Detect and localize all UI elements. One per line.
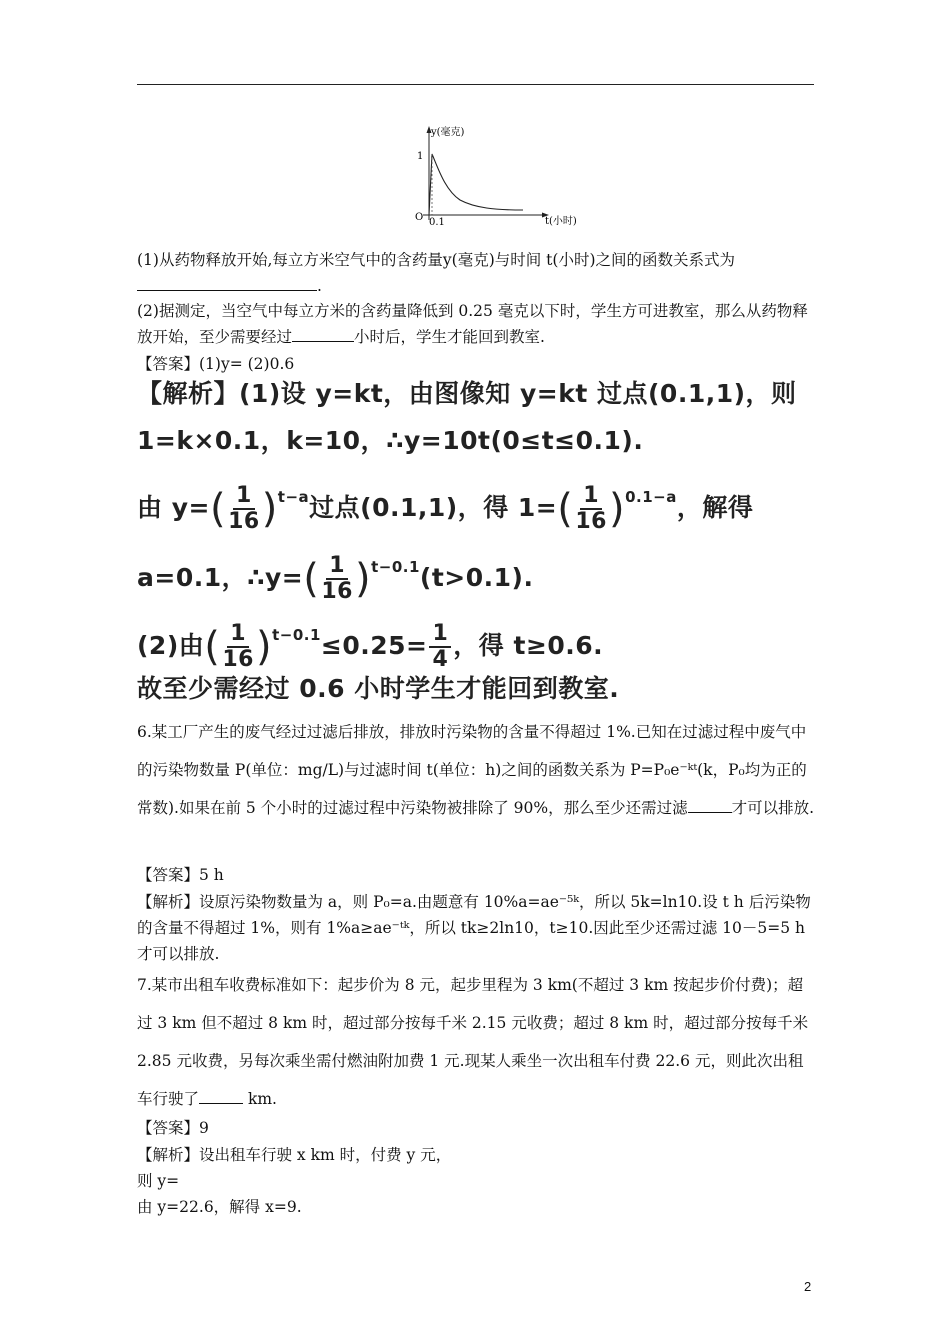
q6-analysis: 【解析】设原污染物数量为 a，则 P₀=a.由题意有 10%a=ae⁻⁵ᵏ，所以 5k=ln10.设 t h 后污染物的含量不得超过 1%，则有 1%a≥ae⁻ᵗᵏ，所以 tk≥2ln10，t≥10.因此至少还需过滤 10－5=5 h 才可以排放. [137,893,811,963]
q7-question: 7.某市出租车收费标准如下：起步价为 8 元，起步里程为 3 km(不超过 3 km 按起步价付费)；超过 3 km 但不超过 8 km 时，超过部分按每千米 2.15 元收费；超过 8 km 时，超过部分按每千米 2.85 元收费，另每次乘坐需付燃油附加费 1 元.现某人乘坐一次出租车付费 22.6 元，则此次出租车行驶了 km. [137,976,809,1108]
q5-analysis-line6: 故至少需经过 0.6 小时学生才能回到教室. [137,674,620,703]
drug-concentration-graph [405,120,595,230]
q5-analysis-line5: (2)由( $\frac{1}{16}$ )$^{t-0.1}$≤0.25= $\frac{1}{4}$ ，得 t≥0.6. [137,621,604,672]
fraction-1-16: $\frac{1}{16}$ [575,483,607,534]
q5-part2: (2)据测定，当空气中每立方米的含药量降低到 0.25 毫克以下时，学生方可进教室，那么从药物释放开始，至少需要经过 小时后，学生才能回到教室. [137,302,808,346]
answer-blank-4 [199,1087,243,1104]
header-rule [137,84,814,85]
y-tick-label: 1 [417,151,424,162]
q7-analysis-line3: 由 y=22.6，解得 x=9. [137,1198,302,1216]
q5-analysis-line3: 由 y=( $\frac{1}{16}$ )$^{t-a}$过点(0.1,1)，得 1=( $\frac{1}{16}$ )$^{0.1-a}$，解得 [137,483,754,534]
q7-answer: 【答案】9 [137,1119,209,1137]
y-axis-label: y(毫克) [431,127,465,138]
q5-analysis-line4: a=0.1，∴y=( $\frac{1}{16}$ )$^{t-0.1}$(t>0.1). [137,553,534,604]
q5-analysis-line2: 1=k×0.1，k=10，∴y=10t(0≤t≤0.1). [137,426,644,455]
answer-blank-3 [688,796,732,813]
x-axis-label: t(小时) [545,216,577,227]
x-tick-label: 0.1 [429,217,445,228]
concentration-curve [429,154,523,215]
q5-part1: (1)从药物释放开始,每立方米空气中的含药量y(毫克)与时间 t(小时)之间的函数关系式为. [137,251,735,295]
q7-analysis-line2: 则 y= [137,1172,180,1190]
fraction-1-16: $\frac{1}{16}$ [321,553,353,604]
q6-question: 6.某工厂产生的废气经过过滤后排放，排放时污染物的含量不得超过 1%.已知在过滤过程中废气中的污染物数量 P(单位：mg/L)与过滤时间 t(单位：h)之间的函数关系为 P=P₀e⁻ᵏᵗ(k，P₀均为正的常数).如果在前 5 个小时的过滤过程中污染物被排除了 90%，那么至少还需过滤 才可以排放. [137,723,815,817]
q5-answer: 【答案】(1)y= (2)0.6 [137,355,295,373]
page-number: 2 [804,1279,812,1294]
answer-blank-2 [292,325,354,342]
fraction-1-4: $\frac{1}{4}$ [429,622,451,672]
origin-label: O [415,212,424,223]
q7-analysis-line1: 【解析】设出租车行驶 x km 时，付费 y 元， [137,1146,452,1164]
q6-answer: 【答案】5 h [137,866,224,884]
answer-blank-1 [137,274,317,291]
fraction-1-16: $\frac{1}{16}$ [228,483,260,534]
q5-analysis-line1: 【解析】(1)设 y=kt，由图像知 y=kt 过点(0.1,1)，则 [137,379,797,408]
fraction-1-16: $\frac{1}{16}$ [222,621,254,672]
